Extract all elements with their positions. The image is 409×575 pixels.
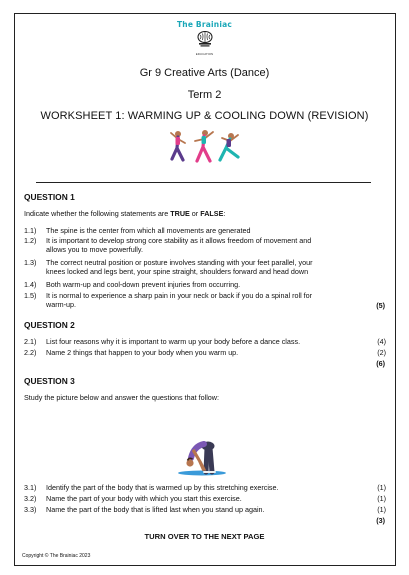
copyright-notice: Copyright © The Brainiac 2023	[22, 553, 91, 559]
item-number: 2.1)	[24, 337, 37, 346]
item-text: It is important to develop strong core stability as it allows freedom of movement and	[46, 236, 312, 245]
question-2-total: (6)	[376, 359, 385, 368]
question-1-instruction	[24, 209, 225, 218]
item-text: allows you to move powerfully.	[46, 245, 143, 255]
question-1-total: (5)	[376, 301, 385, 310]
question-3-total: (3)	[376, 516, 385, 525]
instruction-text: Indicate whether the following statements are	[24, 209, 171, 218]
question-3-instruction: Study the picture below and answer the questions that follow:	[24, 393, 219, 402]
instruction-end: :	[223, 209, 226, 218]
brand-name: The Brainiac	[176, 20, 233, 29]
question-1-title: QUESTION 1	[24, 192, 75, 202]
item-text: List four reasons why it is important to warm up your body before a dance class.	[46, 337, 301, 346]
divider-line	[36, 182, 371, 183]
item-text: The spine is the center from which all movements are generated	[46, 226, 251, 235]
item-mark: (4)	[377, 337, 386, 346]
item-text: warm-up.	[46, 300, 76, 310]
term-title: Term 2	[187, 89, 222, 101]
worksheet-title: WORKSHEET 1: WARMING UP & COOLING DOWN (REVISION)	[40, 110, 369, 122]
item-number: 1.3)	[24, 258, 37, 267]
item-number: 3.2)	[24, 494, 37, 503]
item-number: 3.3)	[24, 505, 37, 514]
item-text: Name the part of your body with which you start this exercise.	[46, 494, 242, 503]
item-number: 1.4)	[24, 280, 37, 289]
question-3-title: QUESTION 3	[24, 376, 75, 386]
item-number: 1.5)	[24, 291, 37, 300]
brand-tagline: EDUCATION	[195, 52, 214, 56]
item-text: Name the part of the body that is lifted last when you stand up again.	[46, 505, 265, 514]
brain-icon	[196, 31, 214, 53]
item-text: Both warm-up and cool-down prevent injuries from occurring.	[46, 280, 241, 289]
turn-over-note: TURN OVER TO THE NEXT PAGE	[144, 532, 265, 541]
item-mark: (1)	[377, 483, 386, 492]
item-number: 1.1)	[24, 226, 37, 235]
instruction-false: FALSE	[200, 209, 224, 218]
instruction-true: TRUE	[170, 209, 190, 218]
course-title: Gr 9 Creative Arts (Dance)	[139, 67, 270, 79]
dancers-illustration	[168, 129, 242, 170]
item-text: It is normal to experience a sharp pain in your neck or back if you do a spinal roll for	[46, 291, 313, 300]
item-number: 2.2)	[24, 348, 37, 357]
item-mark: (1)	[377, 494, 386, 503]
item-number: 3.1)	[24, 483, 37, 492]
brand-logo	[0, 20, 409, 56]
item-text: Identify the part of the body that is warmed up by this stretching exercise.	[46, 483, 279, 492]
instruction-or: or	[189, 209, 201, 218]
item-text: The correct neutral position or posture involves standing with your feet parallel, your	[46, 258, 313, 267]
item-number: 1.2)	[24, 236, 37, 245]
item-mark: (2)	[377, 348, 386, 357]
forward-bend-stretch-image	[176, 414, 228, 481]
item-text: knees locked and legs bent, your spine straight, shoulders forward and head down	[46, 267, 309, 277]
item-text: Name 2 things that happen to your body when you warm up.	[46, 348, 239, 357]
question-2-title: QUESTION 2	[24, 320, 75, 330]
item-mark: (1)	[377, 505, 386, 514]
